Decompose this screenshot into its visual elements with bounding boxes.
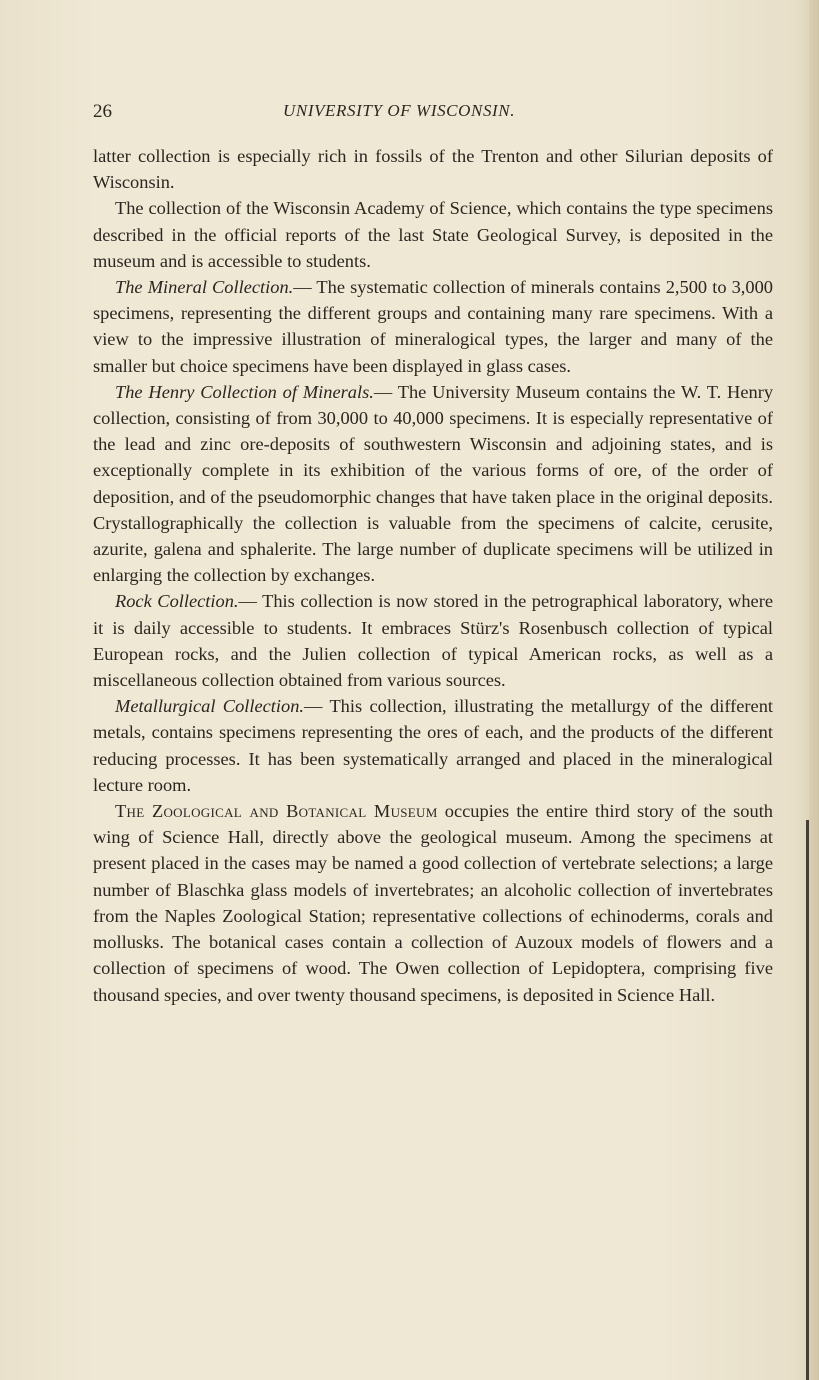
section-heading: The Mineral Collection. bbox=[115, 277, 294, 298]
page-header bbox=[93, 101, 773, 127]
running-head: UNIVERSITY OF WISCONSIN. bbox=[283, 101, 516, 120]
section-heading: The Henry Collection of Minerals. bbox=[115, 381, 374, 402]
paragraph-continuation bbox=[93, 143, 773, 195]
paragraph-text: — The systematic collection of minerals contains 2,500 to 3,000 specimens, representing the different groups and containing many rare specimens. With a view to the impressive illustration of mineralogical types, the larger and many of the smaller but choice specimens have been displayed in glass cases. bbox=[93, 277, 773, 376]
paragraph-zoological-museum bbox=[93, 798, 773, 1008]
paragraph-henry-collection bbox=[93, 379, 773, 589]
page-edge-shadow bbox=[809, 0, 819, 1380]
paragraph-text: occupies the entire third story of the south wing of Science Hall, directly above the geological museum. Among the specimens at present placed in the cases may be named a good collection of vertebrate selections; a large number of Blaschka glass models of invertebrates; an alcoholic collection of invertebrates from the Naples Zoological Station; representative collections of echinoderms, corals and mollusks. The botanical cases contain a collection of Auzoux models of flowers and a collection of specimens of wood. The Owen collection of Lepidoptera, comprising five thousand species, and over twenty thousand specimens, is deposited in Science Hall. bbox=[93, 801, 773, 1005]
paragraph-rock-collection bbox=[93, 588, 773, 693]
body-text bbox=[93, 143, 773, 1008]
paragraph-text: — The University Museum contains the W. T. Henry collection, consisting of from 30,000 to 40,000 specimens. It is especially representative of the lead and zinc ore-deposits of southwestern Wisconsin and adjoining states, and is exceptionally complete in its exhibition of the various forms of ore, of the order of deposition, and of the pseudomorphic changes that have taken place in the original deposits. Crystallographically the collection is valuable from the specimens of calcite, cerusite, azurite, galena and sphalerite. The large number of duplicate specimens will be utilized in enlarging the collection by exchanges. bbox=[93, 381, 774, 586]
paragraph-text: — This collection is now stored in the petrographical laboratory, where it is daily accessible to students. It embraces Stürz's Rosenbusch collection of typical European rocks, and the Julien collection of typical American rocks, as well as a miscellaneous collection obtained from various sources. bbox=[93, 591, 773, 691]
paragraph-mineral-collection bbox=[93, 274, 773, 379]
binding-edge bbox=[806, 820, 809, 1380]
paragraph-text: The collection of the Wisconsin Academy of Science, which contains the type specimens described in the official reports of the last State Geological Survey, is deposited in the museum and is accessible to students. bbox=[93, 198, 773, 271]
paragraph-text: latter collection is especially rich in fossils of the Trenton and other Silurian deposits of Wisconsin. bbox=[93, 146, 773, 193]
section-heading: The Zoological and Botanical Museum bbox=[115, 801, 438, 822]
paragraph-academy-collection bbox=[93, 195, 773, 274]
page-number: 26 bbox=[93, 101, 112, 122]
paragraph-metallurgical-collection bbox=[93, 693, 773, 798]
section-heading: Metallurgical Collection. bbox=[115, 696, 305, 717]
section-heading: Rock Collection. bbox=[115, 591, 239, 612]
paragraph-text: — This collection, illustrating the metallurgy of the different metals, contains specimens representing the ores of each, and the products of the different reducing processes. It has been systematically arranged and placed in the mineralogical lecture room. bbox=[93, 696, 773, 795]
